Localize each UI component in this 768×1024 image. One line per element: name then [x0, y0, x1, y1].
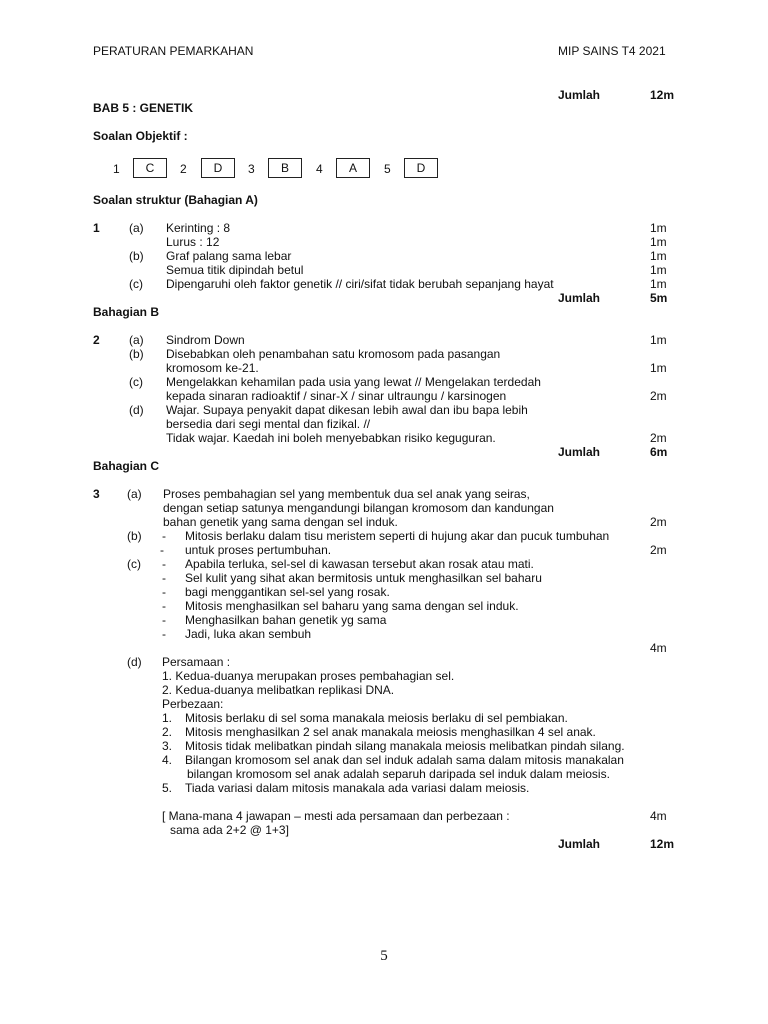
- total-label: Jumlah: [558, 445, 601, 459]
- objective-answer-box: B: [268, 158, 302, 178]
- total-marks: 5m: [650, 291, 668, 305]
- question-number: 3: [93, 487, 100, 501]
- sub-label: (c): [129, 375, 143, 389]
- chapter-title: BAB 5 : GENETIK: [93, 101, 194, 115]
- answer-line: Kerinting : 8: [166, 221, 231, 235]
- total-marks: 6m: [650, 445, 668, 459]
- sub-label: (b): [129, 249, 144, 263]
- perbezaan-title: Perbezaan:: [162, 697, 224, 711]
- answer-line: untuk proses pertumbuhan.: [185, 543, 332, 557]
- page-number: 5: [380, 948, 388, 964]
- answer-line: kromosom ke-21.: [166, 361, 259, 375]
- section-b-title: Bahagian B: [93, 305, 160, 319]
- dash-bullet: -: [162, 599, 166, 613]
- dash-bullet: -: [162, 557, 166, 571]
- objective-num: 2: [180, 162, 187, 176]
- persamaan-line: 1. Kedua-duanya merupakan proses pembahagian sel.: [162, 669, 455, 683]
- answer-line: Menghasilkan bahan genetik yg sama: [185, 613, 387, 627]
- item-number: 4.: [162, 753, 173, 767]
- item-number: 3.: [162, 739, 173, 753]
- item-number: 1.: [162, 711, 173, 725]
- objective-num: 3: [248, 162, 255, 176]
- objective-title: Soalan Objektif :: [93, 129, 188, 143]
- objective-num: 4: [316, 162, 323, 176]
- top-total-marks: 12m: [650, 88, 675, 102]
- dash-bullet: -: [162, 529, 166, 543]
- marks: 1m: [650, 333, 667, 347]
- dash-bullet: -: [162, 585, 166, 599]
- objective-num: 5: [384, 162, 391, 176]
- answer-line: Wajar. Supaya penyakit dapat dikesan lebih awal dan ibu bapa lebih: [166, 403, 528, 417]
- sub-label: (a): [127, 487, 142, 501]
- sub-label: (a): [129, 333, 144, 347]
- answer-line: dengan setiap satunya mengandungi bilangan kromosom dan kandungan: [163, 501, 554, 515]
- perbezaan-line: Tiada variasi dalam mitosis manakala ada variasi dalam meiosis.: [185, 781, 530, 795]
- marks: 1m: [650, 361, 667, 375]
- sub-label: (c): [127, 557, 141, 571]
- marks: 1m: [650, 249, 667, 263]
- item-number: 5.: [162, 781, 173, 795]
- dash-bullet: -: [162, 571, 166, 585]
- marks: 2m: [650, 431, 667, 445]
- answer-line: Disebabkan oleh penambahan satu kromosom pada pasangan: [166, 347, 501, 361]
- marks: 2m: [650, 389, 667, 403]
- answer-line: Apabila terluka, sel-sel di kawasan tersebut akan rosak atau mati.: [185, 557, 534, 571]
- answer-line: Mitosis menghasilkan sel baharu yang sama dengan sel induk.: [185, 599, 519, 613]
- persamaan-title: Persamaan :: [162, 655, 231, 669]
- answer-line: kepada sinaran radioaktif / sinar-X / sinar ultraungu / karsinogen: [166, 389, 507, 403]
- marking-note: sama ada 2+2 @ 1+3]: [170, 823, 289, 837]
- dash-bullet: -: [160, 543, 164, 557]
- objective-num: 1: [113, 162, 120, 176]
- perbezaan-line: Mitosis berlaku di sel soma manakala meiosis berlaku di sel pembiakan.: [185, 711, 568, 725]
- section-a-title: Soalan struktur (Bahagian A): [93, 193, 258, 207]
- perbezaan-line: bilangan kromosom sel anak adalah separuh daripada sel induk dalam meiosis.: [187, 767, 610, 781]
- perbezaan-line: Bilangan kromosom sel anak dan sel induk adalah sama dalam mitosis manakalan: [185, 753, 624, 767]
- question-number: 2: [93, 333, 100, 347]
- marks: 1m: [650, 235, 667, 249]
- sub-label: (d): [129, 403, 144, 417]
- total-label: Jumlah: [558, 837, 601, 851]
- marks: 2m: [650, 543, 667, 557]
- answer-line: Jadi, luka akan sembuh: [185, 627, 312, 641]
- answer-line: Sindrom Down: [166, 333, 245, 347]
- answer-line: Tidak wajar. Kaedah ini boleh menyebabkan risiko keguguran.: [166, 431, 496, 445]
- top-total-label: Jumlah: [558, 88, 601, 102]
- total-marks: 12m: [650, 837, 675, 851]
- answer-line: bahan genetik yang sama dengan sel induk.: [163, 515, 398, 529]
- answer-line: bagi menggantikan sel-sel yang rosak.: [185, 585, 390, 599]
- marks: 4m: [650, 641, 667, 655]
- sub-label: (d): [127, 655, 142, 669]
- objective-answer-box: C: [133, 158, 167, 178]
- marks: 4m: [650, 809, 667, 823]
- answer-line: Lurus : 12: [166, 235, 220, 249]
- objective-answer-box: D: [404, 158, 438, 178]
- header-right: MIP SAINS T4 2021: [558, 44, 666, 58]
- marks: 2m: [650, 515, 667, 529]
- answer-line: Mitosis berlaku dalam tisu meristem seperti di hujung akar dan pucuk tumbuhan: [185, 529, 610, 543]
- answer-line: Graf palang sama lebar: [166, 249, 292, 263]
- answer-line: Semua titik dipindah betul: [166, 263, 304, 277]
- persamaan-line: 2. Kedua-duanya melibatkan replikasi DNA.: [162, 683, 395, 697]
- perbezaan-line: Mitosis tidak melibatkan pindah silang manakala meiosis melibatkan pindah silang.: [185, 739, 625, 753]
- answer-line: Sel kulit yang sihat akan bermitosis untuk menghasilkan sel baharu: [185, 571, 542, 585]
- marking-note: [ Mana-mana 4 jawapan – mesti ada persamaan dan perbezaan :: [162, 809, 510, 823]
- answer-line: Mengelakkan kehamilan pada usia yang lewat // Mengelakan terdedah: [166, 375, 541, 389]
- sub-label: (a): [129, 221, 144, 235]
- perbezaan-line: Mitosis menghasilkan 2 sel anak manakala meiosis menghasilkan 4 sel anak.: [185, 725, 596, 739]
- objective-answer-box: A: [336, 158, 370, 178]
- marks: 1m: [650, 221, 667, 235]
- item-number: 2.: [162, 725, 173, 739]
- header-left: PERATURAN PEMARKAHAN: [93, 44, 254, 58]
- question-number: 1: [93, 221, 100, 235]
- sub-label: (b): [129, 347, 144, 361]
- answer-line: Dipengaruhi oleh faktor genetik // ciri/sifat tidak berubah sepanjang hayat: [166, 277, 554, 291]
- dash-bullet: -: [162, 627, 166, 641]
- sub-label: (c): [129, 277, 143, 291]
- total-label: Jumlah: [558, 291, 601, 305]
- answer-line: bersedia dari segi mental dan fizikal. //: [166, 417, 371, 431]
- marks: 1m: [650, 263, 667, 277]
- answer-line: Proses pembahagian sel yang membentuk dua sel anak yang seiras,: [163, 487, 530, 501]
- sub-label: (b): [127, 529, 142, 543]
- objective-answer-box: D: [201, 158, 235, 178]
- marks: 1m: [650, 277, 667, 291]
- section-c-title: Bahagian C: [93, 459, 160, 473]
- dash-bullet: -: [162, 613, 166, 627]
